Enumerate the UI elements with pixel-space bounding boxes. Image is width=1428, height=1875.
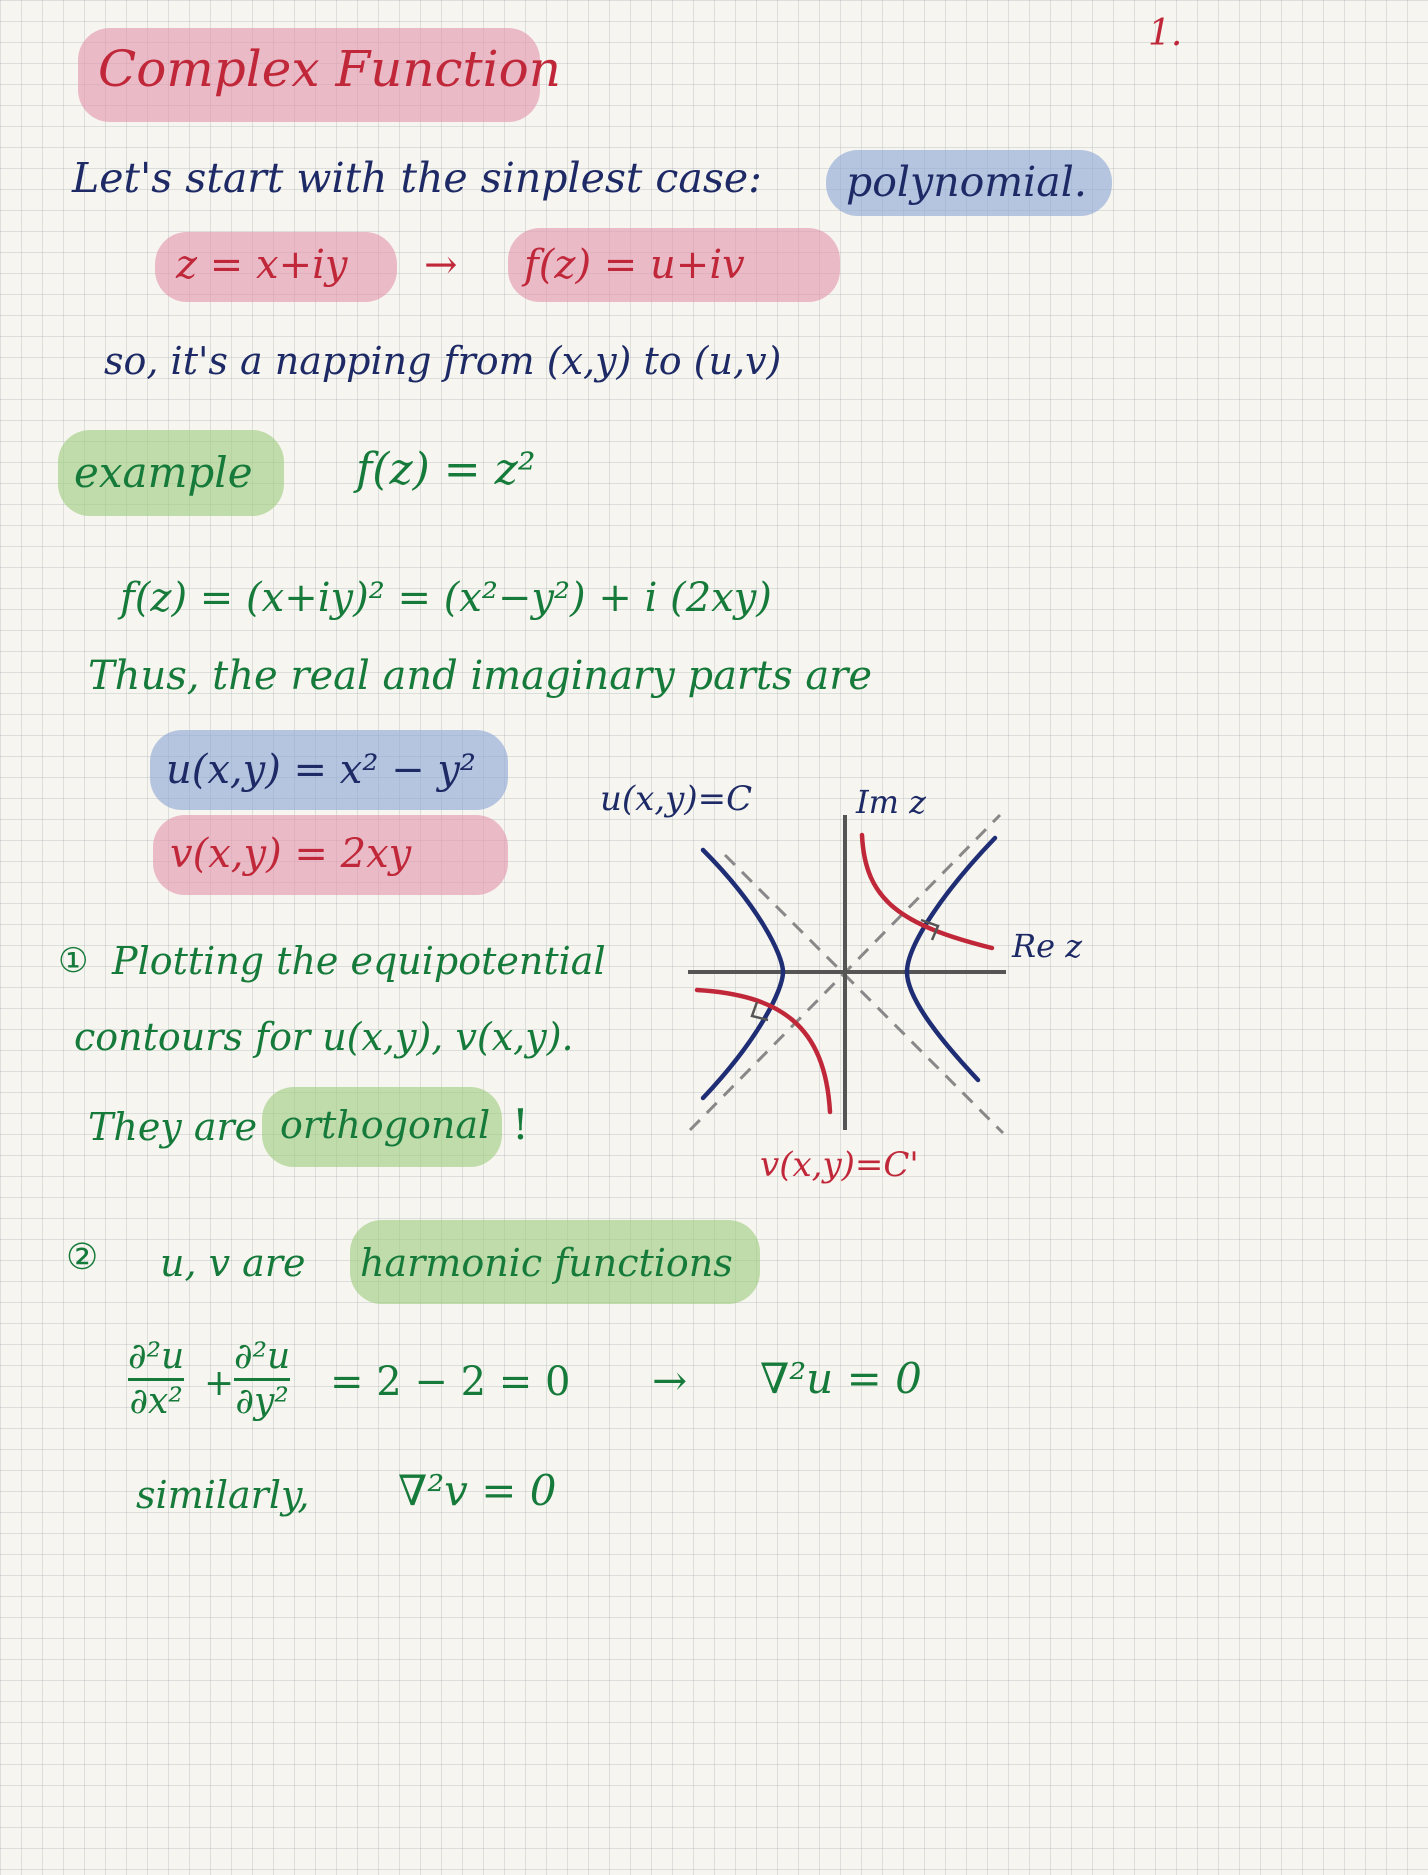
similarly-text: similarly, <box>136 1473 310 1517</box>
point1-line1: Plotting the equipotential <box>112 939 606 983</box>
mapping-arrow: → <box>424 242 458 288</box>
orthogonal-term: orthogonal <box>280 1103 491 1147</box>
f-definition: f(z) = u+iv <box>524 242 745 288</box>
plus-sign: + <box>204 1363 235 1404</box>
laplace-conclusion: ∇²u = 0 <box>760 1354 922 1403</box>
v-definition: v(x,y) = 2xy <box>170 831 412 877</box>
point2-number: ② <box>66 1237 99 1278</box>
example-formula: f(z) = z² <box>356 444 536 495</box>
page-title: Complex Function <box>98 40 561 98</box>
fraction-denominator: ∂x² <box>129 1380 183 1422</box>
partial-yy-fraction <box>234 1338 290 1421</box>
orthogonal-exclaim: ! <box>512 1100 529 1149</box>
fraction-numerator: ∂²u <box>128 1336 185 1377</box>
fraction-numerator: ∂²u <box>234 1336 291 1377</box>
im-axis-label: Im z <box>856 783 927 821</box>
point2-text: u, v are <box>160 1241 306 1285</box>
parts-intro: Thus, the real and imaginary parts are <box>88 653 873 699</box>
intro-text: Let's start with the sinplest case: <box>72 154 762 202</box>
expansion-equation: f(z) = (x+iy)² = (x²−y²) + i (2xy) <box>120 575 772 621</box>
v-contour-label: v(x,y)=C' <box>760 1145 919 1185</box>
point1-line2: contours for u(x,y), v(x,y). <box>74 1015 574 1059</box>
orthogonal-prefix: They are <box>88 1105 258 1149</box>
u-definition: u(x,y) = x² − y² <box>166 747 476 793</box>
laplace-result: = 2 − 2 = 0 <box>330 1359 571 1405</box>
z-definition: z = x+iy <box>176 242 348 288</box>
partial-xx-fraction <box>128 1338 184 1421</box>
asymptote-line <box>725 855 1003 1133</box>
polynomial-term: polynomial. <box>846 158 1087 206</box>
harmonic-term: harmonic functions <box>360 1241 733 1285</box>
u-contour-label: u(x,y)=C <box>600 779 753 819</box>
mapping-note: so, it's a napping from (x,y) to (u,v) <box>104 339 782 383</box>
example-label: example <box>74 448 253 497</box>
re-axis-label: Re z <box>1012 927 1083 965</box>
laplace-arrow: → <box>652 1356 688 1405</box>
page-number: 1. <box>1148 13 1183 54</box>
point1-number: ① <box>58 941 89 981</box>
similarly-formula: ∇²v = 0 <box>398 1466 557 1515</box>
fraction-denominator: ∂y² <box>235 1380 289 1422</box>
v-contour-upper <box>862 835 992 948</box>
u-contour-right <box>907 838 995 1080</box>
